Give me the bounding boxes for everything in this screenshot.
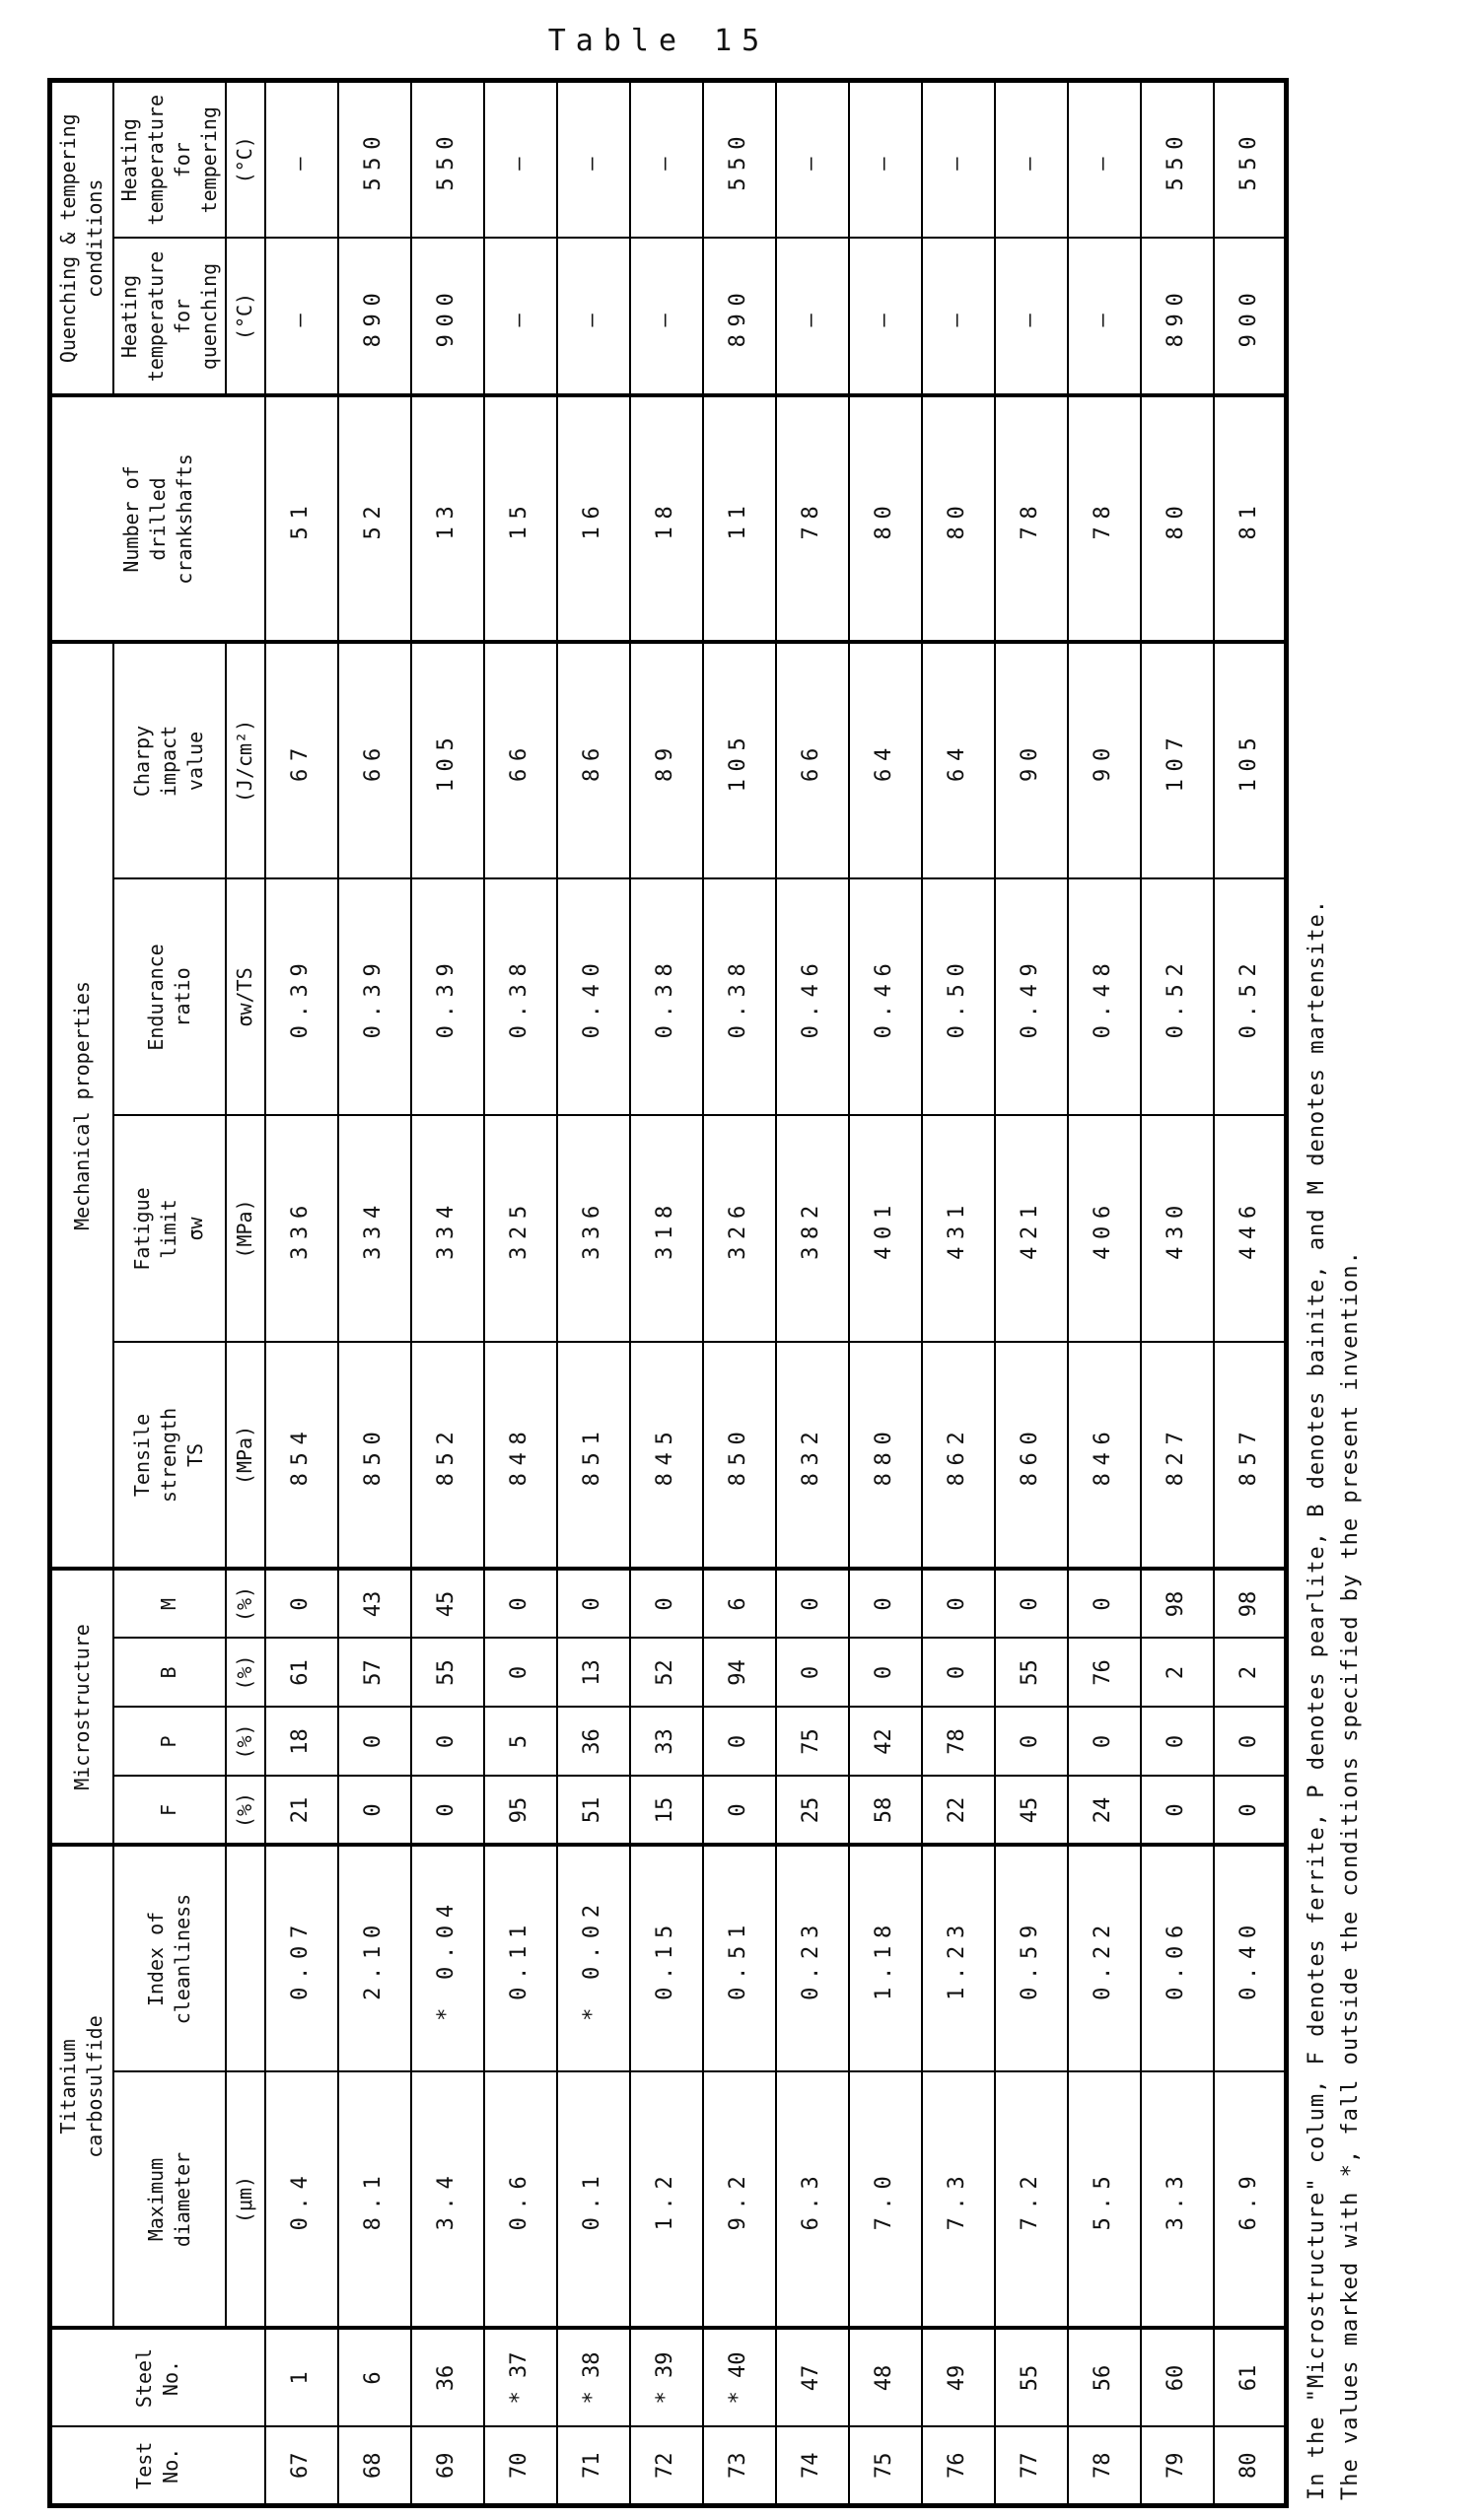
cell-ts: 827 [1141,1342,1214,1569]
unit-celsius-quench: (°C) [226,238,265,395]
cell-test: 67 [265,2427,338,2506]
header-quench-temperature: Heating temperature for quenching [113,238,226,395]
header-index-of-cleanliness: Index of cleanliness [113,1846,226,2072]
table-row [1068,80,1141,2505]
cell-dri: 80 [849,395,922,642]
cell-m: 0 [922,1569,995,1638]
cell-cha: 89 [630,642,703,878]
cell-tem: — [484,80,557,238]
cell-que: — [849,238,922,395]
cell-end: 0.48 [1068,878,1141,1115]
header-ferrite: F [113,1777,226,1846]
table-row [1214,80,1287,2505]
cell-f: 24 [1068,1777,1141,1846]
cell-steel: 56 [1068,2329,1141,2427]
cell-dri: 18 [630,395,703,642]
cell-dia: 0.4 [265,2072,338,2329]
cell-tem: — [630,80,703,238]
cell-tem: 550 [338,80,411,238]
cell-cha: 107 [1141,642,1214,878]
cell-b: 76 [1068,1639,1141,1708]
cell-ts: 851 [557,1342,630,1569]
unit-percent-m: (%) [226,1569,265,1638]
cell-test: 76 [922,2427,995,2506]
unit-ratio: σw/TS [226,878,265,1115]
unit-micrometer: (μm) [226,2072,265,2329]
cell-idx: 0.06 [1141,1846,1214,2072]
cell-idx: 0.23 [776,1846,849,2072]
unit-charpy: (J/cm²) [226,642,265,878]
cell-que: — [1068,238,1141,395]
unit-mpa-ts: (MPa) [226,1342,265,1569]
cell-idx: 0.15 [630,1846,703,2072]
cell-fat: 406 [1068,1115,1141,1342]
cell-dia: 3.3 [1141,2072,1214,2329]
cell-que: — [484,238,557,395]
data-table [47,78,1289,2508]
footnote-asterisk: The values marked with *, fall outside the conditions specified by the present invention. [1338,1250,1364,2500]
cell-p: 0 [1214,1708,1287,1777]
cell-tem: — [265,80,338,238]
footnotes [1301,83,1368,2500]
cell-cha: 66 [338,642,411,878]
table-header [50,80,265,2505]
cell-cha: 66 [484,642,557,878]
cell-end: 0.52 [1214,878,1287,1115]
cell-que: — [557,238,630,395]
cell-p: 18 [265,1708,338,1777]
cell-dia: 1.2 [630,2072,703,2329]
cell-fat: 431 [922,1115,995,1342]
table-caption: Table 15 [547,24,770,58]
cell-p: 0 [703,1708,776,1777]
cell-dri: 78 [1068,395,1141,642]
cell-m: 0 [265,1569,338,1638]
cell-dia: 7.2 [995,2072,1068,2329]
cell-cha: 105 [411,642,484,878]
header-temper-temperature: Heating temperature for tempering [113,80,226,238]
cell-end: 0.50 [922,878,995,1115]
cell-idx: 0.11 [484,1846,557,2072]
cell-test: 71 [557,2427,630,2506]
cell-steel: 55 [995,2329,1068,2427]
cell-que: — [995,238,1068,395]
cell-b: 2 [1141,1639,1214,1708]
cell-que: 900 [411,238,484,395]
cell-ts: 857 [1214,1342,1287,1569]
cell-ts: 846 [1068,1342,1141,1569]
cell-tem: — [1068,80,1141,238]
cell-dri: 16 [557,395,630,642]
header-fatigue-limit: Fatigue limit σw [113,1115,226,1342]
cell-fat: 326 [703,1115,776,1342]
cell-tem: 550 [1214,80,1287,238]
cell-m: 0 [849,1569,922,1638]
cell-que: 890 [1141,238,1214,395]
cell-idx: 1.23 [922,1846,995,2072]
cell-ts: 850 [703,1342,776,1569]
cell-m: 0 [1068,1569,1141,1638]
cell-steel: * 40 [703,2329,776,2427]
cell-b: 94 [703,1639,776,1708]
cell-idx: 0.22 [1068,1846,1141,2072]
cell-ts: 860 [995,1342,1068,1569]
table-row [265,80,338,2505]
cell-dri: 52 [338,395,411,642]
cell-end: 0.39 [338,878,411,1115]
cell-p: 5 [484,1708,557,1777]
header-group-quenching-tempering: Quenching & tempering conditions [50,80,113,395]
cell-dia: 7.3 [922,2072,995,2329]
cell-cha: 66 [776,642,849,878]
cell-end: 0.52 [1141,878,1214,1115]
cell-f: 45 [995,1777,1068,1846]
cell-fat: 325 [484,1115,557,1342]
cell-idx: 0.59 [995,1846,1068,2072]
cell-p: 33 [630,1708,703,1777]
cell-dia: 5.5 [1068,2072,1141,2329]
cell-cha: 67 [265,642,338,878]
cell-f: 58 [849,1777,922,1846]
cell-fat: 336 [265,1115,338,1342]
cell-dia: 6.9 [1214,2072,1287,2329]
cell-dri: 80 [922,395,995,642]
unit-celsius-temper: (°C) [226,80,265,238]
table-row [1141,80,1214,2505]
cell-idx: 2.10 [338,1846,411,2072]
cell-b: 55 [411,1639,484,1708]
cell-cha: 105 [703,642,776,878]
cell-steel: * 39 [630,2329,703,2427]
cell-f: 0 [1141,1777,1214,1846]
cell-end: 0.39 [411,878,484,1115]
cell-ts: 848 [484,1342,557,1569]
cell-fat: 334 [338,1115,411,1342]
cell-que: 890 [338,238,411,395]
cell-m: 45 [411,1569,484,1638]
cell-end: 0.46 [849,878,922,1115]
asterisk-mark: * [580,1979,605,2021]
cell-fat: 334 [411,1115,484,1342]
cell-tem: — [995,80,1068,238]
cell-steel: 48 [849,2329,922,2427]
cell-p: 75 [776,1708,849,1777]
cell-test: 69 [411,2427,484,2506]
cell-cha: 90 [1068,642,1141,878]
cell-tem: — [776,80,849,238]
cell-steel: 61 [1214,2329,1287,2427]
unit-percent-p: (%) [226,1708,265,1777]
cell-b: 57 [338,1639,411,1708]
cell-ts: 852 [411,1342,484,1569]
cell-dri: 81 [1214,395,1287,642]
cell-f: 95 [484,1777,557,1846]
cell-m: 6 [703,1569,776,1638]
cell-steel: * 38 [557,2329,630,2427]
asterisk-mark: * [434,1979,459,2021]
cell-que: — [922,238,995,395]
cell-ts: 862 [922,1342,995,1569]
cell-p: 78 [922,1708,995,1777]
table-body [265,80,1287,2505]
cell-dia: 0.1 [557,2072,630,2329]
cell-tem: — [849,80,922,238]
header-charpy-impact: Charpy impact value [113,642,226,878]
cell-end: 0.40 [557,878,630,1115]
cell-dri: 13 [411,395,484,642]
cell-b: 2 [1214,1639,1287,1708]
cell-m: 98 [1214,1569,1287,1638]
cell-cha: 86 [557,642,630,878]
cell-m: 0 [995,1569,1068,1638]
cell-que: — [265,238,338,395]
cell-dri: 15 [484,395,557,642]
table-row [922,80,995,2505]
cell-m: 98 [1141,1569,1214,1638]
cell-test: 79 [1141,2427,1214,2506]
cell-p: 0 [411,1708,484,1777]
table-row [484,80,557,2505]
cell-end: 0.46 [776,878,849,1115]
header-group-mechanical-properties: Mechanical properties [50,642,113,1569]
cell-b: 0 [484,1639,557,1708]
cell-end: 0.38 [484,878,557,1115]
unit-mpa-fatigue: (MPa) [226,1115,265,1342]
cell-test: 72 [630,2427,703,2506]
cell-cha: 105 [1214,642,1287,878]
cell-f: 21 [265,1777,338,1846]
header-group-titanium-carbosulfide: Titanium carbosulfide [50,1846,113,2329]
header-pearlite: P [113,1708,226,1777]
cell-m: 0 [630,1569,703,1638]
cell-dri: 78 [995,395,1068,642]
cell-fat: 401 [849,1115,922,1342]
header-group-microstructure: Microstructure [50,1569,113,1845]
cell-dia: 6.3 [776,2072,849,2329]
cell-fat: 446 [1214,1115,1287,1342]
table-row [776,80,849,2505]
asterisk-mark: * [507,2378,532,2405]
cell-ts: 832 [776,1342,849,1569]
cell-f: 22 [922,1777,995,1846]
table-row [703,80,776,2505]
cell-cha: 90 [995,642,1068,878]
asterisk-mark: * [580,2378,605,2405]
cell-steel: 47 [776,2329,849,2427]
cell-steel: 36 [411,2329,484,2427]
cell-fat: 421 [995,1115,1068,1342]
cell-steel: * 37 [484,2329,557,2427]
cell-tem: 550 [1141,80,1214,238]
cell-b: 0 [922,1639,995,1708]
cell-f: 0 [411,1777,484,1846]
cell-dia: 9.2 [703,2072,776,2329]
cell-fat: 382 [776,1115,849,1342]
cell-b: 61 [265,1639,338,1708]
header-bainite: B [113,1639,226,1708]
cell-m: 0 [776,1569,849,1638]
cell-que: 900 [1214,238,1287,395]
cell-ts: 880 [849,1342,922,1569]
cell-p: 0 [1068,1708,1141,1777]
cell-test: 80 [1214,2427,1287,2506]
cell-steel: 1 [265,2329,338,2427]
table-row [849,80,922,2505]
cell-dia: 3.4 [411,2072,484,2329]
cell-f: 51 [557,1777,630,1846]
cell-dia: 8.1 [338,2072,411,2329]
cell-fat: 318 [630,1115,703,1342]
cell-idx: 0.40 [1214,1846,1287,2072]
cell-b: 52 [630,1639,703,1708]
cell-tem: 550 [411,80,484,238]
cell-p: 36 [557,1708,630,1777]
cell-f: 0 [338,1777,411,1846]
cell-tem: 550 [703,80,776,238]
cell-m: 43 [338,1569,411,1638]
cell-f: 0 [1214,1777,1287,1846]
cell-end: 0.39 [265,878,338,1115]
cell-dri: 80 [1141,395,1214,642]
table-row [995,80,1068,2505]
table-row [338,80,411,2505]
footnote-microstructure: In the "Microstructure" colum, F denotes ferrite, P denotes pearlite, B denotes bainite, and M denotes martensite. [1305,899,1329,2500]
asterisk-mark: * [726,2378,751,2405]
header-maximum-diameter: Maximum diameter [113,2072,226,2329]
cell-idx: * 0.04 [411,1846,484,2072]
unit-index-empty [226,1846,265,2072]
cell-m: 0 [557,1569,630,1638]
cell-que: — [630,238,703,395]
header-steel-no: Steel No. [50,2329,265,2427]
cell-dri: 78 [776,395,849,642]
cell-ts: 850 [338,1342,411,1569]
cell-test: 73 [703,2427,776,2506]
header-endurance-ratio: Endurance ratio [113,878,226,1115]
cell-tem: — [922,80,995,238]
cell-test: 75 [849,2427,922,2506]
cell-m: 0 [484,1569,557,1638]
cell-test: 68 [338,2427,411,2506]
cell-steel: 60 [1141,2329,1214,2427]
rotated-table-container [47,83,1364,2508]
cell-b: 0 [849,1639,922,1708]
cell-f: 25 [776,1777,849,1846]
cell-p: 0 [1141,1708,1214,1777]
cell-steel: 49 [922,2329,995,2427]
cell-end: 0.49 [995,878,1068,1115]
table-row [557,80,630,2505]
cell-b: 0 [776,1639,849,1708]
cell-ts: 845 [630,1342,703,1569]
cell-ts: 854 [265,1342,338,1569]
header-drilled-crankshafts: Number of drilled crankshafts [50,395,265,642]
cell-b: 55 [995,1639,1068,1708]
cell-b: 13 [557,1639,630,1708]
cell-idx: 1.18 [849,1846,922,2072]
cell-f: 15 [630,1777,703,1846]
cell-p: 0 [995,1708,1068,1777]
table-row [630,80,703,2505]
cell-test: 74 [776,2427,849,2506]
cell-cha: 64 [922,642,995,878]
cell-test: 77 [995,2427,1068,2506]
cell-test: 78 [1068,2427,1141,2506]
cell-idx: 0.07 [265,1846,338,2072]
cell-tem: — [557,80,630,238]
cell-que: — [776,238,849,395]
unit-percent-b: (%) [226,1639,265,1708]
cell-dia: 7.0 [849,2072,922,2329]
unit-percent-f: (%) [226,1777,265,1846]
table-row [411,80,484,2505]
header-test-no: Test No. [50,2427,265,2506]
cell-p: 42 [849,1708,922,1777]
cell-cha: 64 [849,642,922,878]
cell-dri: 51 [265,395,338,642]
cell-que: 890 [703,238,776,395]
cell-test: 70 [484,2427,557,2506]
cell-fat: 430 [1141,1115,1214,1342]
cell-dia: 0.6 [484,2072,557,2329]
cell-end: 0.38 [630,878,703,1115]
cell-fat: 336 [557,1115,630,1342]
cell-end: 0.38 [703,878,776,1115]
header-martensite: M [113,1569,226,1638]
cell-steel: 6 [338,2329,411,2427]
cell-p: 0 [338,1708,411,1777]
cell-f: 0 [703,1777,776,1846]
header-tensile-strength: Tensile strength TS [113,1342,226,1569]
cell-idx: 0.51 [703,1846,776,2072]
asterisk-mark: * [653,2378,678,2405]
cell-idx: * 0.02 [557,1846,630,2072]
cell-dri: 11 [703,395,776,642]
